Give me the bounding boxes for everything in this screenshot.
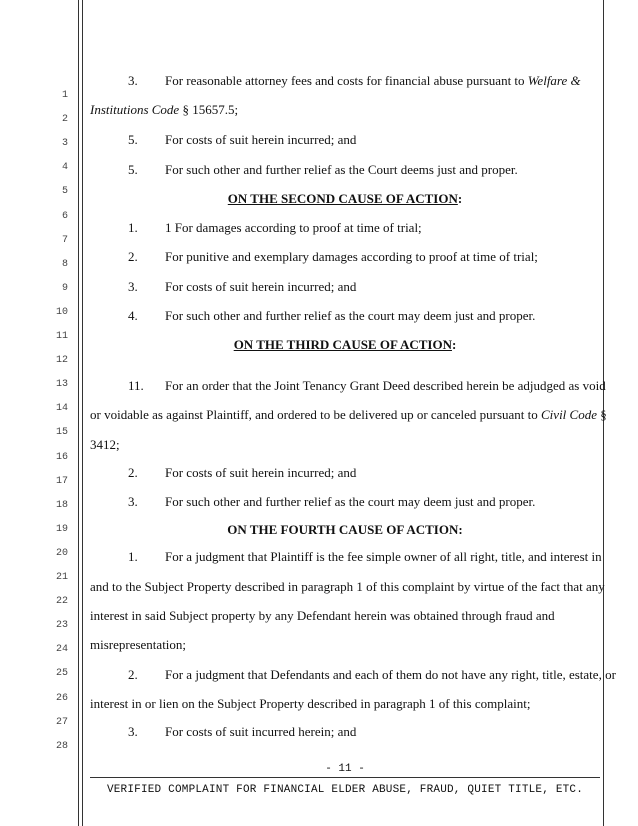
line-number: 8 (61, 258, 68, 270)
line-number: 19 (55, 523, 68, 535)
line-number: 10 (55, 306, 68, 318)
document-title-footer: VERIFIED COMPLAINT FOR FINANCIAL ELDER ABUSE, FRAUD, QUIET TITLE, ETC. (106, 784, 584, 796)
footer-divider (90, 777, 600, 778)
page-number: - 11 - (325, 763, 365, 775)
item-text: For such other and further relief as the Court deems just and proper. (165, 162, 518, 177)
line-number: 4 (61, 162, 68, 174)
line-number: 21 (55, 572, 68, 583)
item-number: 3. (128, 279, 138, 294)
item-number: 11. (128, 378, 144, 393)
item-text: For a judgment that Defendants and each of them do not have any right, title, estate, or (165, 667, 616, 682)
item-text: For reasonable attorney fees and costs for financial abuse pursuant to Welfare & (165, 73, 581, 88)
line-number: 24 (55, 644, 68, 656)
line-number: 11 (55, 331, 68, 342)
item-continuation: or voidable as against Plaintiff, and ordered to be delivered up or canceled pursuant to Civil Code § (90, 407, 607, 422)
item-number: 5. (128, 132, 138, 147)
line-number: 3 (61, 138, 68, 150)
item-text: For such other and further relief as the court may deem just and proper. (165, 308, 536, 323)
line-number: 16 (55, 451, 68, 463)
line-number: 26 (55, 692, 68, 704)
line-number: 7 (61, 234, 68, 246)
line-number: 27 (55, 716, 68, 728)
item-continuation: 3412; (90, 437, 120, 452)
item-text: For an order that the Joint Tenancy Grant Deed described herein be adjudged as void (165, 378, 606, 393)
line-number: 9 (61, 282, 68, 294)
line-number: 6 (61, 210, 68, 222)
section-heading: ON THE SECOND CAUSE OF ACTION: (227, 191, 463, 206)
item-number: 2. (128, 667, 138, 682)
item-text: For costs of suit herein incurred; and (165, 279, 357, 294)
item-number: 3. (128, 494, 138, 509)
item-number: 2. (128, 249, 138, 264)
line-number: 17 (55, 475, 68, 487)
item-number: 1. (128, 220, 138, 235)
item-continuation: Institutions Code § 15657.5; (90, 102, 239, 117)
line-number: 1 (61, 90, 68, 101)
line-number: 18 (55, 499, 68, 511)
line-number: 22 (55, 596, 68, 608)
item-continuation: interest in or lien on the Subject Property described in paragraph 1 of this complaint; (90, 696, 531, 711)
item-number: 3. (128, 73, 138, 88)
item-text: 1 For damages according to proof at time of trial; (165, 220, 422, 235)
item-number: 3. (128, 724, 138, 739)
item-text: For such other and further relief as the court may deem just and proper. (165, 494, 536, 509)
item-continuation: interest in said Subject property by any Defendant herein was obtained through fraud and (90, 608, 555, 623)
item-number: 1. (128, 549, 138, 564)
item-number: 4. (128, 308, 138, 323)
line-number: 5 (61, 186, 68, 198)
item-number: 2. (128, 465, 138, 480)
line-number: 15 (55, 427, 68, 439)
line-number: 2 (61, 114, 68, 126)
item-number: 5. (128, 162, 138, 177)
section-heading: ON THE THIRD CAUSE OF ACTION: (233, 337, 457, 352)
left-margin-rule (78, 0, 79, 826)
line-number: 14 (55, 403, 68, 415)
line-number: 25 (55, 668, 68, 680)
item-continuation: and to the Subject Property described in paragraph 1 of this complaint by virtue of the fact that any (90, 579, 605, 594)
line-number: 28 (55, 740, 68, 752)
left-margin-rule-inner (82, 0, 83, 826)
item-text: For costs of suit herein incurred; and (165, 132, 357, 147)
line-number: 13 (55, 379, 68, 391)
line-number: 12 (55, 355, 68, 367)
section-heading: ON THE FOURTH CAUSE OF ACTION: (227, 522, 463, 537)
line-number: 23 (55, 620, 68, 632)
item-text: For punitive and exemplary damages according to proof at time of trial; (165, 249, 538, 264)
item-text: For a judgment that Plaintiff is the fee simple owner of all right, title, and interest in (165, 549, 602, 564)
item-continuation: misrepresentation; (90, 637, 187, 652)
item-text: For costs of suit herein incurred; and (165, 465, 357, 480)
line-number: 20 (55, 547, 68, 559)
item-text: For costs of suit incurred herein; and (165, 724, 357, 739)
